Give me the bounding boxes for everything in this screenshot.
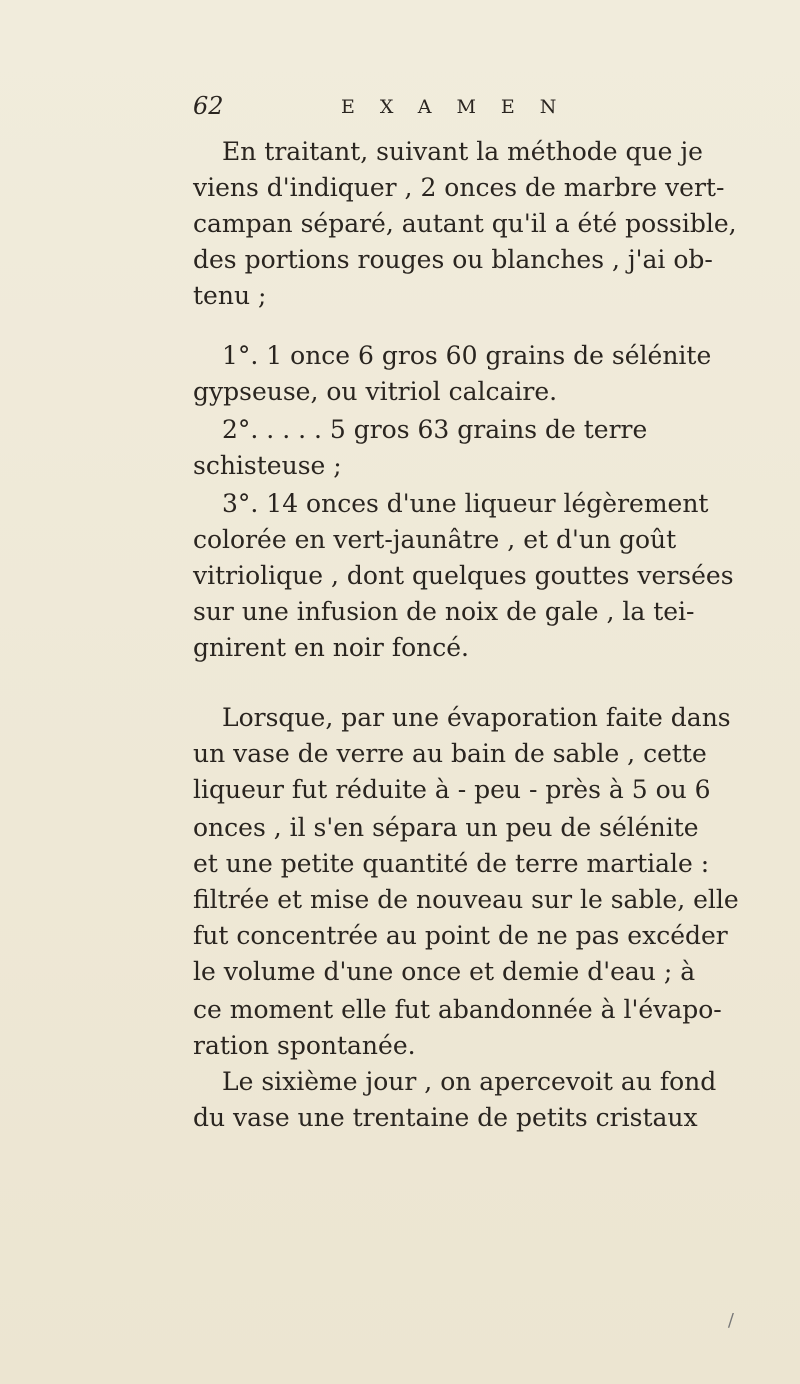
stray-mark: / <box>727 1310 734 1331</box>
running-title: EXAMEN <box>341 96 582 118</box>
text-line: ce moment elle fut abandonnée à l'évapo- <box>193 995 722 1024</box>
text-line: gypseuse, ou vitriol calcaire. <box>193 377 558 406</box>
text-line: vitriolique , dont quelques gouttes versées <box>193 561 734 590</box>
text-line: et une petite quantité de terre martiale : <box>193 849 710 878</box>
text-line: liqueur fut réduite à - peu - près à 5 ou 6 <box>193 775 711 804</box>
text-line: un vase de verre au bain de sable , cette <box>193 739 707 768</box>
text-line: 3°. 14 onces d'une liqueur légèrement <box>222 489 709 518</box>
text-line: colorée en vert-jaunâtre , et d'un goût <box>193 525 677 554</box>
text-line: ration spontanée. <box>193 1031 416 1060</box>
text-line: onces , il s'en sépara un peu de sélénite <box>193 813 699 842</box>
text-line: le volume d'une once et demie d'eau ; à <box>193 957 696 986</box>
text-line: tenu ; <box>193 281 267 310</box>
text-line: schisteuse ; <box>193 451 342 480</box>
text-line: filtrée et mise de nouveau sur le sable, elle <box>193 885 739 914</box>
text-line: fut concentrée au point de ne pas excéder <box>193 921 728 950</box>
page-number: 62 <box>193 92 224 120</box>
text-line: Lorsque, par une évaporation faite dans <box>222 703 731 732</box>
text-line: campan séparé, autant qu'il a été possible, <box>193 209 737 238</box>
text-line: du vase une trentaine de petits cristaux <box>193 1103 698 1132</box>
page-header <box>193 92 623 126</box>
text-line: Le sixième jour , on apercevoit au fond <box>222 1067 717 1096</box>
text-line: des portions rouges ou blanches , j'ai ob- <box>193 245 713 274</box>
text-line: 1°. 1 once 6 gros 60 grains de sélénite <box>222 341 712 370</box>
text-line: En traitant, suivant la méthode que je <box>222 137 703 166</box>
text-line: gnirent en noir foncé. <box>193 633 469 662</box>
text-line: 2°. . . . . 5 gros 63 grains de terre <box>222 415 648 444</box>
text-line: viens d'indiquer , 2 onces de marbre vert- <box>193 173 725 202</box>
text-line: sur une infusion de noix de gale , la tei- <box>193 597 695 626</box>
